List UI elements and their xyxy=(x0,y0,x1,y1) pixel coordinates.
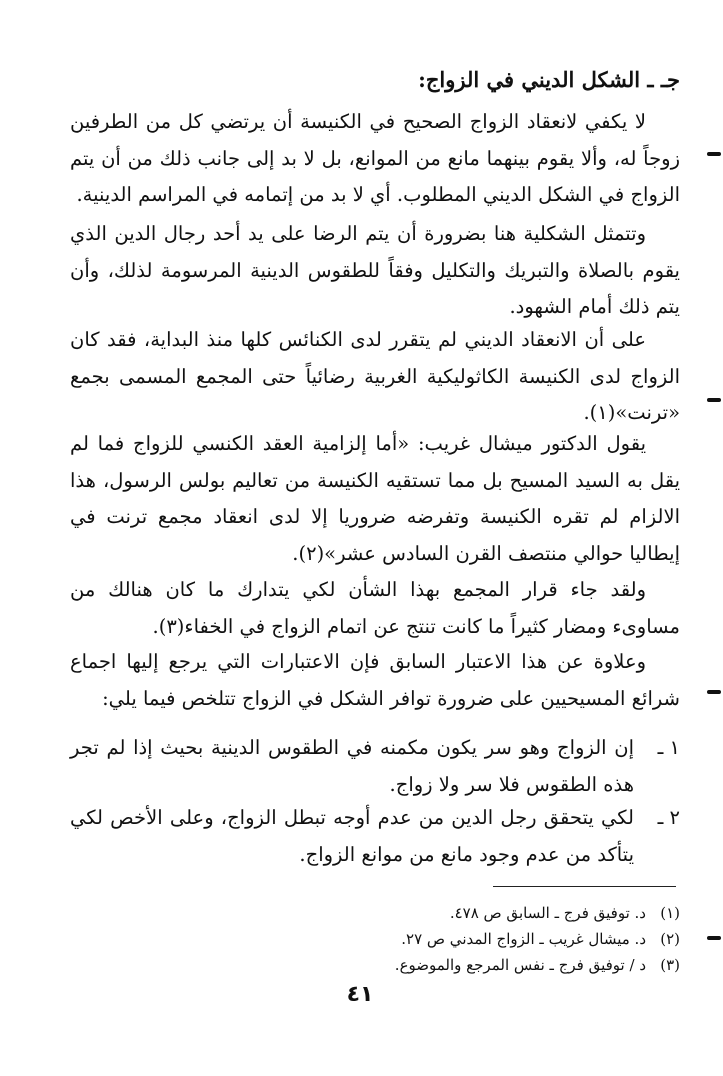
scan-edge-mark xyxy=(707,690,721,694)
footnote-text: د. توفيق فرج ـ السابق ص ٤٧٨. xyxy=(449,904,646,922)
list-item-text: إن الزواج وهو سر يكون مكمنه في الطقوس الدينية بحيث إذا لم تجر هذه الطقوس فلا سر ولا زواج. xyxy=(70,736,634,796)
paragraph: يقول الدكتور ميشال غريب: «أما إلزامية العقد الكنسي للزواج فما لم يقل به السيد المسيح بل مما تستقيه الكنيسة من تعاليم بولس الرسول، هذا الالزام لم تقره الكنيسة وتفرضه ضروريا إلا لدى انعقاد مجمع ترنت في إيطاليا حوالي منتصف القرن السادس عشر»(٢). xyxy=(70,432,680,565)
scan-edge-mark xyxy=(707,398,721,402)
footnote-number: (١) xyxy=(660,904,680,922)
footnote-text: د. ميشال غريب ـ الزواج المدني ص ٢٧. xyxy=(401,930,646,948)
paragraph: على أن الانعقاد الديني لم يتقرر لدى الكنائس كلها منذ البداية، فقد كان الزواج لدى الكنيسة الكاثوليكية الغربية رضائياً حتى المجمع المسمى بجمع «ترنت»(١). xyxy=(70,328,680,424)
list-item-text: لكي يتحقق رجل الدين من عدم أوجه تبطل الزواج، وعلى الأخص لكي يتأكد من عدم وجود مانع من موانع الزواج. xyxy=(70,806,634,866)
scan-edge-mark xyxy=(707,152,721,156)
footnote-number: (٣) xyxy=(660,956,680,974)
footnote-text: د / توفيق فرج ـ نفس المرجع والموضوع. xyxy=(394,956,646,974)
list-item xyxy=(70,730,680,803)
footnote xyxy=(200,900,680,926)
list-item-number: ٢ ـ xyxy=(657,806,680,829)
footnote xyxy=(200,926,680,952)
paragraph: وتتمثل الشكلية هنا بضرورة أن يتم الرضا على يد أحد رجال الدين الذي يقوم بالصلاة والتبريك والتكليل وفقاً للطقوس الدينية المرسومة لذلك، وأن يتم ذلك أمام الشهود. xyxy=(70,222,680,318)
list-item xyxy=(70,800,680,873)
paragraph: لا يكفي لانعقاد الزواج الصحيح في الكنيسة أن يرتضي كل من الطرفين زوجاً له، وألا يقوم بينهما مانع من الموانع، بل لا بد إلى جانب ذلك من أن يتم الزواج في الشكل الديني المطلوب. أي لا بد من إتمامه في المراسم الدينية. xyxy=(70,110,680,206)
footnote-number: (٢) xyxy=(660,930,680,948)
section-heading: جـ ـ الشكل الديني في الزواج: xyxy=(418,67,680,92)
footnote xyxy=(200,952,680,978)
paragraph: ولقد جاء قرار المجمع بهذا الشأن لكي يتدارك ما كان هنالك من مساوىء ومضار كثيراً ما كانت تنتج عن اتمام الزواج في الخفاء(٣). xyxy=(70,578,680,638)
page-number: ٤١ xyxy=(346,982,374,1007)
footnote-divider xyxy=(493,886,676,887)
list-item-number: ١ ـ xyxy=(657,736,680,759)
scan-edge-mark xyxy=(707,936,721,940)
footnotes xyxy=(200,900,680,978)
paragraph: وعلاوة عن هذا الاعتبار السابق فإن الاعتبارات التي يرجع إليها اجماع شرائع المسيحيين على ضرورة توافر الشكل في الزواج تتلخص فيما يلي: xyxy=(70,650,680,710)
